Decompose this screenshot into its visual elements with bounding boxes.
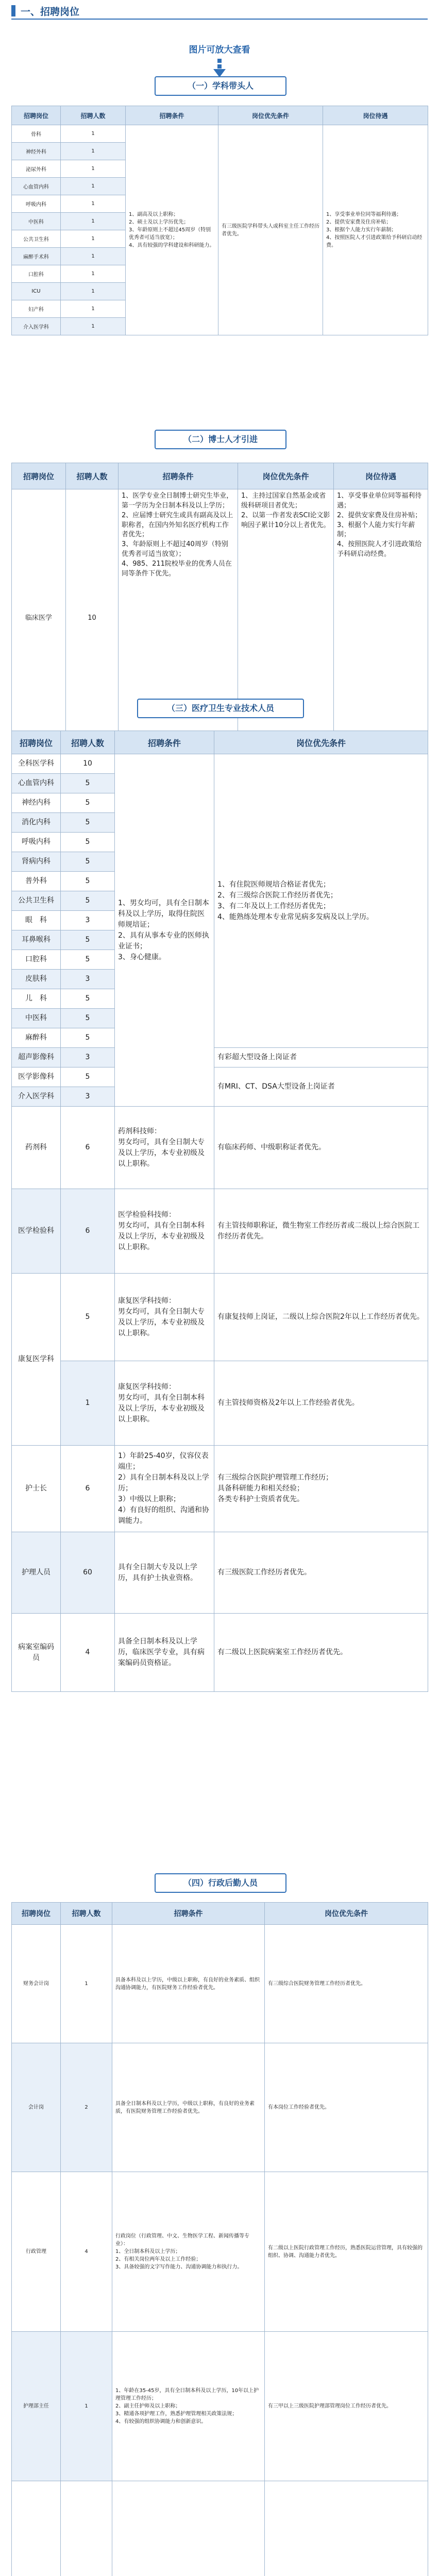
position-cell: 呼吸内科 bbox=[12, 833, 61, 852]
count-cell: 5 bbox=[61, 989, 115, 1009]
count-cell: 5 bbox=[61, 891, 115, 911]
count-cell: 10 bbox=[61, 754, 115, 774]
count-cell: 3 bbox=[61, 1048, 115, 1067]
position-cell: 会计岗 bbox=[12, 2043, 61, 2172]
col-treatment: 岗位待遇 bbox=[323, 106, 428, 125]
conditions-cell: 行政岗位（行政管理、中文、生物医学工程、新闻传播等专业）： 1、全日制本科及以上学历； 2、有相关岗位两年及以上工作经验； 3、具备较强的文字写作能力、沟通协调能力和执行力。 bbox=[112, 2172, 265, 2332]
count-cell: 5 bbox=[61, 930, 115, 950]
conditions-cell: 1）年龄25-40岁，仪容仪表端庄； 2）具有全日制本科及以上学历； 3）中级以上职称； 4）有良好的组织、沟通和协调能力。 bbox=[115, 1446, 214, 1532]
priority-cell: 有三级综合医院护理管理工作经历； 具备科研能力和相关经验； 各类专科护士资质者优先。 bbox=[214, 1446, 428, 1532]
col-count: 招聘人数 bbox=[61, 1903, 112, 1925]
priority-cell: 1、有住院医师规培合格证者优先； 2、有三级综合医院工作经历者优先； 3、有二年及以上工作经历者优先； 4、能熟练处理本专业常见病多发病及以上学历。 bbox=[214, 754, 428, 1048]
admin-table bbox=[11, 1902, 428, 2576]
position-cell: 骨科 bbox=[12, 125, 61, 143]
count-cell: 1 bbox=[61, 283, 126, 300]
position-cell: ICU bbox=[12, 283, 61, 300]
position-cell: 心血管内科 bbox=[12, 774, 61, 793]
position-cell: 护士长 bbox=[12, 1446, 61, 1532]
position-cell: 护理人员 bbox=[12, 1532, 61, 1614]
position-cell: 药剂科 bbox=[12, 1107, 61, 1189]
zoom-hint: 图片可放大查看 bbox=[189, 45, 250, 55]
priority-cell: 有本岗位工作经验者优先。 bbox=[265, 2043, 428, 2172]
count-cell: 5 bbox=[61, 1274, 115, 1361]
position-cell: 介入医学科 bbox=[12, 318, 61, 335]
table-row bbox=[12, 1189, 428, 1274]
col-count: 招聘人数 bbox=[61, 731, 115, 754]
position-cell: 消化内科 bbox=[12, 813, 61, 833]
table-header-row bbox=[12, 731, 428, 754]
priority-cell: 有三级医院学科带头人或科室主任工作经历者优先。 bbox=[218, 125, 323, 335]
position-cell: 神经外科 bbox=[12, 143, 61, 160]
position-cell: 公共卫生科 bbox=[12, 891, 61, 911]
position-cell: 介入医学科 bbox=[12, 1087, 61, 1107]
count-cell: 3 bbox=[61, 1087, 115, 1107]
count-cell: 1 bbox=[61, 160, 126, 178]
col-count: 招聘人数 bbox=[61, 106, 126, 125]
count-cell: 6 bbox=[61, 1446, 115, 1532]
count-cell: 5 bbox=[61, 1028, 115, 1048]
section-title-doctorate: （二）博士人才引进 bbox=[155, 430, 286, 449]
count-cell: 6 bbox=[61, 1189, 115, 1274]
medical-staff-table bbox=[11, 731, 428, 1692]
conditions-cell: 具有全日制大专及以上学历，具有护士执业资格。 bbox=[115, 1532, 214, 1614]
position-cell: 医学影像科 bbox=[12, 1067, 61, 1087]
count-cell: 5 bbox=[61, 833, 115, 852]
table-row bbox=[12, 125, 428, 143]
table-row bbox=[12, 1274, 428, 1361]
table-row bbox=[12, 754, 428, 774]
table-row bbox=[12, 1067, 428, 1087]
count-cell: 4 bbox=[61, 2172, 112, 2332]
header-accent-bar bbox=[11, 5, 15, 16]
col-priority: 岗位优先条件 bbox=[238, 463, 334, 489]
col-position: 招聘岗位 bbox=[12, 731, 61, 754]
table-row bbox=[12, 1925, 428, 2043]
conditions-cell: 医学检验科技师： 男女均可，具有全日制本科及以上学历，本专业初级及以上职称。 bbox=[115, 1189, 214, 1274]
position-cell: 口腔科 bbox=[12, 265, 61, 283]
leaders-table bbox=[11, 106, 428, 335]
conditions-cell: 具备全日制本科及以上学历，临床医学专业，具有病案编码员资格证。 bbox=[115, 1614, 214, 1692]
table-row bbox=[12, 1446, 428, 1532]
priority-cell: 有主管技师资格及2年以上工作经验者优先。 bbox=[214, 1361, 428, 1446]
position-cell: 麻醉手术科 bbox=[12, 248, 61, 265]
position-cell: 神经内科 bbox=[12, 793, 61, 813]
section-header bbox=[0, 0, 439, 21]
position-cell: 泌尿外科 bbox=[12, 160, 61, 178]
count-cell: 1 bbox=[61, 230, 126, 248]
col-conditions: 招聘条件 bbox=[119, 463, 238, 489]
treatment-cell: 1、享受事业单位同等福利待遇； 2、提供安家费及住房补贴； 3、根据个人能力实行年薪制； 4、按照医院人才引进政策给予科研启动经费。 bbox=[334, 489, 428, 748]
count-cell: 1 bbox=[61, 1925, 112, 2043]
count-cell bbox=[61, 2481, 112, 2576]
priority-cell: 有三甲以上三级医院护理部管理岗位工作经历者优先。 bbox=[265, 2332, 428, 2481]
position-cell: 皮肤科 bbox=[12, 970, 61, 989]
count-cell: 1 bbox=[61, 143, 126, 160]
priority-cell: 有MRI、CT、DSA大型设备上岗证者 bbox=[214, 1067, 428, 1107]
conditions-cell bbox=[112, 2481, 265, 2576]
position-cell: 耳鼻喉科 bbox=[12, 930, 61, 950]
priority-cell: 1、主持过国家自然基金或省级科研项目者优先； 2、以第一作者发表SCI论文影响因子累计10分以上者优先。 bbox=[238, 489, 334, 748]
treatment-cell: 1、享受事业单位同等福利待遇； 2、提供安家费及住房补贴； 3、根据个人能力实行年薪制； 4、按照医院人才引进政策给予科研启动经费。 bbox=[323, 125, 428, 335]
count-cell: 1 bbox=[61, 213, 126, 230]
conditions-cell: 1、男女均可，具有全日制本科及以上学历，取得住院医师规培证； 2、具有从事本专业的医师执业证书； 3、身心健康。 bbox=[115, 754, 214, 1107]
position-cell: 心血管内科 bbox=[12, 178, 61, 195]
col-position: 招聘岗位 bbox=[12, 106, 61, 125]
priority-cell: 有三级医院工作经历者优先。 bbox=[214, 1532, 428, 1614]
priority-cell: 有康复技师上岗证，二级以上综合医院2年以上工作经历者优先。 bbox=[214, 1274, 428, 1361]
table-row bbox=[12, 1614, 428, 1692]
priority-cell: 有二级以上医院病案室工作经历者优先。 bbox=[214, 1614, 428, 1692]
count-cell: 5 bbox=[61, 774, 115, 793]
position-cell: 病案室编码员 bbox=[12, 1614, 61, 1692]
position-cell: 中医科 bbox=[12, 213, 61, 230]
count-cell: 1 bbox=[61, 195, 126, 213]
col-treatment: 岗位待遇 bbox=[334, 463, 428, 489]
position-cell: 临床医学 bbox=[12, 489, 66, 748]
position-cell: 护理部主任 bbox=[12, 2332, 61, 2481]
count-cell: 4 bbox=[61, 1614, 115, 1692]
table-row bbox=[12, 1532, 428, 1614]
count-cell: 3 bbox=[61, 911, 115, 930]
position-cell: 眼 科 bbox=[12, 911, 61, 930]
count-cell: 5 bbox=[61, 1009, 115, 1028]
col-position: 招聘岗位 bbox=[12, 463, 66, 489]
priority-cell: 有临床药师、中级职称证者优先。 bbox=[214, 1107, 428, 1189]
count-cell: 1 bbox=[61, 1361, 115, 1446]
conditions-cell: 具备全日制本科及以上学历，中级以上职称，有良好的业务素质，有医院财务管理工作经验者优先。 bbox=[112, 2043, 265, 2172]
conditions-cell: 1、年龄在35-45岁，具有全日制本科及以上学历，10年以上护理管理工作经历； 2、副主任护师及以上职称； 3、精通各项护理工作，熟悉护理管理相关政策法规； 4、有较强的组织协调能力和创新意识。 bbox=[112, 2332, 265, 2481]
table-row bbox=[12, 2332, 428, 2481]
position-cell: 肾病内科 bbox=[12, 852, 61, 872]
col-priority: 岗位优先条件 bbox=[214, 731, 428, 754]
count-cell: 60 bbox=[61, 1532, 115, 1614]
position-cell: 中医科 bbox=[12, 1009, 61, 1028]
position-cell: 妇产科 bbox=[12, 300, 61, 318]
col-position: 招聘岗位 bbox=[12, 1903, 61, 1925]
table-row bbox=[12, 1107, 428, 1189]
col-conditions: 招聘条件 bbox=[115, 731, 214, 754]
position-cell: 全科医学科 bbox=[12, 754, 61, 774]
page-title: 一、招聘岗位 bbox=[21, 6, 80, 18]
position-cell: 普外科 bbox=[12, 872, 61, 891]
table-row bbox=[12, 1361, 428, 1446]
position-cell: 口腔科 bbox=[12, 950, 61, 970]
position-cell: 麻醉科 bbox=[12, 1028, 61, 1048]
count-cell: 5 bbox=[61, 950, 115, 970]
col-conditions: 招聘条件 bbox=[112, 1903, 265, 1925]
conditions-cell: 药剂科技师： 男女均可，具有全日制大专及以上学历，本专业初级及以上职称。 bbox=[115, 1107, 214, 1189]
count-cell: 5 bbox=[61, 813, 115, 833]
position-cell: 超声影像科 bbox=[12, 1048, 61, 1067]
conditions-cell: 1、副高及以上职称； 2、硕士及以上学历优先； 3、年龄原则上不超过45周岁（特别优秀者可适当放宽）； 4、具有较强的学科建设和科研能力。 bbox=[126, 125, 218, 335]
col-priority: 岗位优先条件 bbox=[218, 106, 323, 125]
table-row bbox=[12, 1048, 428, 1067]
priority-cell: 有主管技师职称证，微生物室工作经历者或二级以上综合医院工作经历者优先。 bbox=[214, 1189, 428, 1274]
count-cell: 1 bbox=[61, 300, 126, 318]
section-title-medical-staff: （三）医疗卫生专业技术人员 bbox=[137, 699, 304, 718]
count-cell: 1 bbox=[61, 318, 126, 335]
section-title-leaders: （一）学科带头人 bbox=[155, 76, 286, 96]
count-cell: 5 bbox=[61, 852, 115, 872]
position-cell: 儿 科 bbox=[12, 989, 61, 1009]
count-cell: 1 bbox=[61, 178, 126, 195]
section-title-admin: （四）行政后勤人员 bbox=[155, 1873, 286, 1893]
position-cell: 行政管理 bbox=[12, 2172, 61, 2332]
count-cell: 1 bbox=[61, 265, 126, 283]
table-row bbox=[12, 2043, 428, 2172]
count-cell: 3 bbox=[61, 970, 115, 989]
position-cell: 公共卫生科 bbox=[12, 230, 61, 248]
priority-cell bbox=[265, 2481, 428, 2576]
count-cell: 1 bbox=[61, 2332, 112, 2481]
count-cell: 10 bbox=[66, 489, 119, 748]
count-cell: 6 bbox=[61, 1107, 115, 1189]
table-header-row bbox=[12, 106, 428, 125]
conditions-cell: 康复医学科技师： 男女均可，具有全日制大专及以上学历，本专业初级及以上职称。 bbox=[115, 1274, 214, 1361]
priority-cell: 有彩超大型设备上岗证者 bbox=[214, 1048, 428, 1067]
header-divider bbox=[11, 19, 428, 20]
conditions-cell: 康复医学科技师： 男女均可，具有全日制本科及以上学历，本专业初级及以上职称。 bbox=[115, 1361, 214, 1446]
col-priority: 岗位优先条件 bbox=[265, 1903, 428, 1925]
position-cell bbox=[12, 2481, 61, 2576]
conditions-cell: 1、医学专业全日制博士研究生毕业，第一学历为全日制本科及以上学历； 2、应届博士研究生或具有副高及以上职称者，在国内外知名医疗机构工作者优先； 3、年龄原则上不超过40周岁（特别优秀者可适当放宽）； 4、985、211院校毕业的优秀人员在同等条件下优先。 bbox=[119, 489, 238, 748]
table-header-row bbox=[12, 1903, 428, 1925]
count-cell: 5 bbox=[61, 1067, 115, 1087]
arrow-down-icon bbox=[212, 58, 227, 78]
position-cell: 呼吸内科 bbox=[12, 195, 61, 213]
priority-cell: 有二级以上医院行政管理工作经历，熟悉医院运营管理，具有较强的组织、协调、沟通能力者优先。 bbox=[265, 2172, 428, 2332]
col-count: 招聘人数 bbox=[66, 463, 119, 489]
position-cell: 医学检验科 bbox=[12, 1189, 61, 1274]
table-row bbox=[12, 2172, 428, 2332]
count-cell: 2 bbox=[61, 2043, 112, 2172]
conditions-cell: 具备本科及以上学历，中级以上职称，有良好的业务素质、组织沟通协调能力，有医院财务工作经验者优先。 bbox=[112, 1925, 265, 2043]
col-conditions: 招聘条件 bbox=[126, 106, 218, 125]
count-cell: 1 bbox=[61, 248, 126, 265]
count-cell: 5 bbox=[61, 793, 115, 813]
table-header-row bbox=[12, 463, 428, 489]
position-cell: 财务会计岗 bbox=[12, 1925, 61, 2043]
priority-cell: 有三级综合医院财务管理工作经历者优先。 bbox=[265, 1925, 428, 2043]
table-row bbox=[12, 2481, 428, 2576]
position-cell: 康复医学科 bbox=[12, 1274, 61, 1446]
count-cell: 5 bbox=[61, 872, 115, 891]
count-cell: 1 bbox=[61, 125, 126, 143]
